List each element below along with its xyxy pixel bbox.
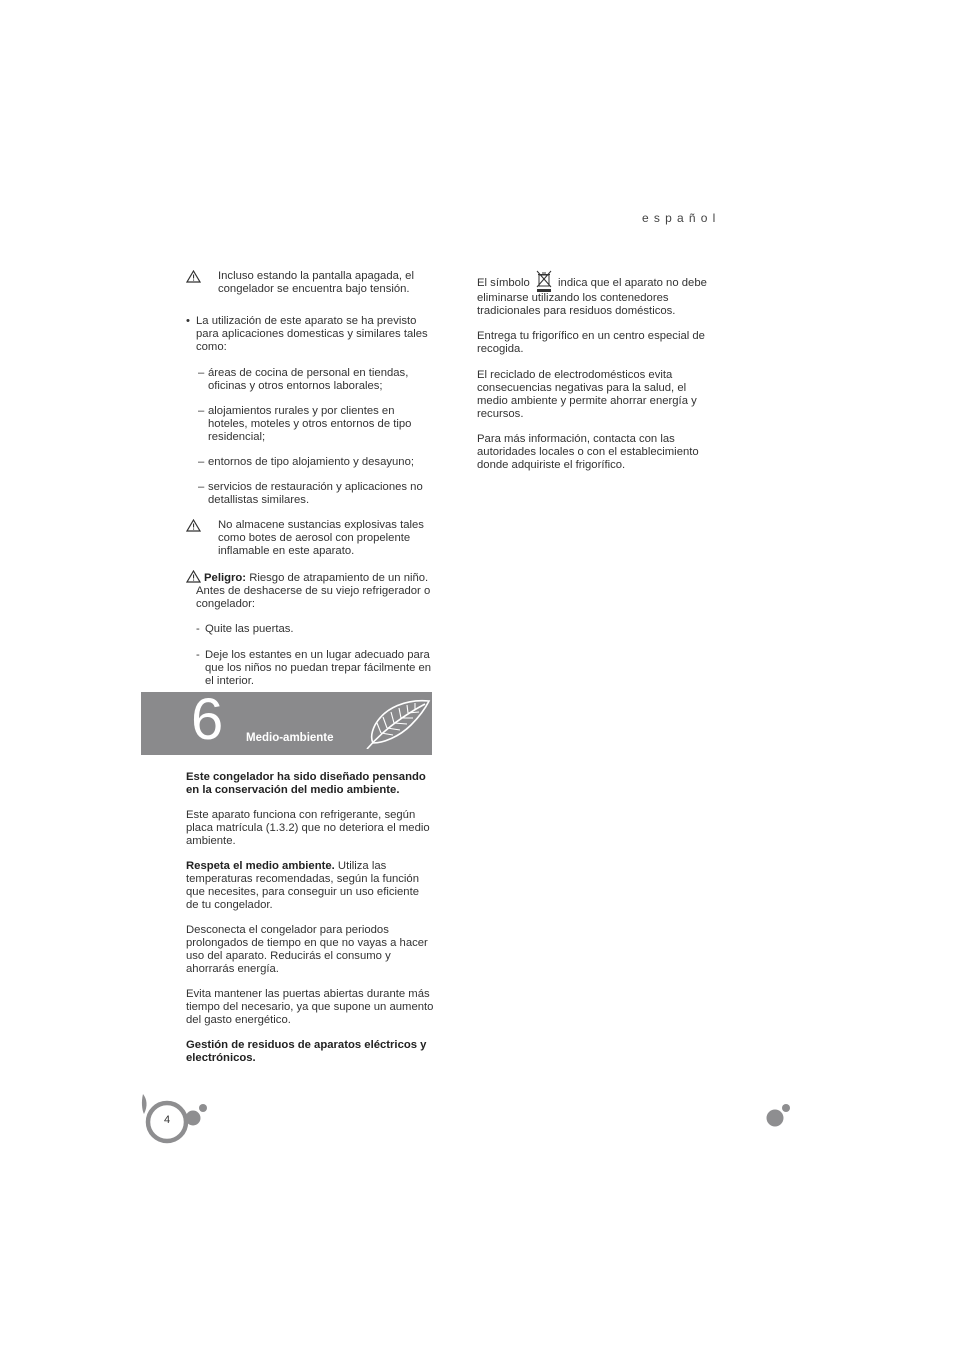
crossed-bin-icon — [535, 270, 553, 292]
list-item-text: Deje los estantes en un lugar adecuado para que los niños no puedan trepar fácilmente en el interior. — [205, 649, 432, 687]
environment-paragraph: Desconecta el congelador para periodos prolongados de tiempo en que no vayas a hacer uso del aparato. Reducirás el consumo y ahorrarás energía. — [186, 924, 428, 975]
list-item-text: servicios de restauración y aplicaciones no detallistas similares. — [208, 481, 423, 506]
bullet-dot: • — [186, 315, 190, 327]
section-header — [141, 687, 432, 755]
danger-text: Riesgo de atrapamiento de un niño. Antes de deshacerse de su viejo refrigerador o congelador: — [196, 572, 431, 610]
list-item-text: áreas de cocina de personal en tiendas, oficinas y otros entornos laborales; — [208, 367, 409, 392]
right-column — [477, 270, 717, 472]
environment-paragraph: Este aparato funciona con refrigerante, según placa matrícula (1.3.2) que no deteriora el medio ambiente. — [186, 809, 430, 847]
symbol-text-before: El símbolo — [477, 277, 533, 289]
symbol-paragraph — [477, 270, 717, 318]
warning-icon — [186, 270, 201, 283]
warning-icon — [186, 519, 201, 532]
decorative-dots-icon — [762, 1100, 794, 1130]
warning-icon — [186, 570, 201, 583]
left-column — [186, 270, 432, 688]
recycling-paragraph: El reciclado de electrodomésticos evita consecuencias negativas para la salud, el medio ambiente y permite ahorrar energía y recursos. — [477, 369, 697, 420]
section-title: Medio-ambiente — [246, 732, 334, 744]
danger-note — [186, 570, 432, 611]
usage-bullet — [186, 315, 432, 354]
list-item: – áreas de cocina de personal en tiendas, oficinas y otros entornos laborales; — [186, 367, 432, 393]
list-item: – servicios de restauración y aplicaciones no detallistas similares. — [186, 481, 432, 507]
list-item: – entornos de tipo alojamiento y desayuno; — [186, 456, 432, 469]
list-item-text: alojamientos rurales y por clientes en hoteles, moteles y otros entornos de tipo residencial; — [208, 405, 412, 443]
recycling-paragraph: Para más información, contacta con las autoridades locales o con el establecimiento donde adquiriste el frigorífico. — [477, 433, 699, 471]
recycling-paragraph: Entrega tu frigorífico en un centro especial de recogida. — [477, 330, 705, 355]
waste-heading: Gestión de residuos de aparatos eléctricos y electrónicos. — [186, 1039, 427, 1064]
environment-section — [186, 771, 434, 1065]
list-item: – alojamientos rurales y por clientes en hoteles, moteles y otros entornos de tipo residencial; — [186, 405, 432, 444]
environment-paragraph: Utiliza las temperaturas recomendadas, según la función que necesites, para conseguir un uso eficiente de tu congelador. — [186, 860, 419, 911]
section-number: 6 — [191, 687, 224, 752]
language-label: español — [642, 211, 721, 225]
warning-note — [186, 519, 432, 558]
environment-paragraph: Evita mantener las puertas abiertas durante más tiempo del necesario, ya que supone un aumento del gasto energético. — [186, 988, 434, 1026]
page-number-badge-icon — [138, 1090, 213, 1150]
page-number: 4 — [163, 1114, 171, 1126]
environment-lead: Este congelador ha sido diseñado pensando en la conservación del medio ambiente. — [186, 771, 426, 796]
warning-note — [186, 270, 432, 296]
warning-text: No almacene sustancias explosivas tales como botes de aerosol con propelente inflamable en este aparato. — [218, 519, 424, 557]
list-item: - Deje los estantes en un lugar adecuado para que los niños no puedan trepar fácilmente en el interior. — [196, 649, 432, 687]
list-item: - Quite las puertas. — [186, 623, 432, 636]
environment-emphasis: Respeta el medio ambiente. — [186, 860, 335, 872]
usage-intro: La utilización de este aparato se ha previsto para aplicaciones domesticas y similares tales como: — [196, 315, 428, 353]
list-item-text: Quite las puertas. — [205, 623, 294, 635]
danger-label: Peligro: — [204, 572, 247, 584]
list-item-text: entornos de tipo alojamiento y desayuno; — [208, 456, 414, 468]
warning-text: Incluso estando la pantalla apagada, el congelador se encuentra bajo tensión. — [218, 270, 414, 295]
symbol-text-after: indica que el aparato no debe eliminarse utilizando los contenedores tradicionales para residuos domésticos. — [477, 277, 707, 317]
leaf-icon — [363, 697, 431, 749]
